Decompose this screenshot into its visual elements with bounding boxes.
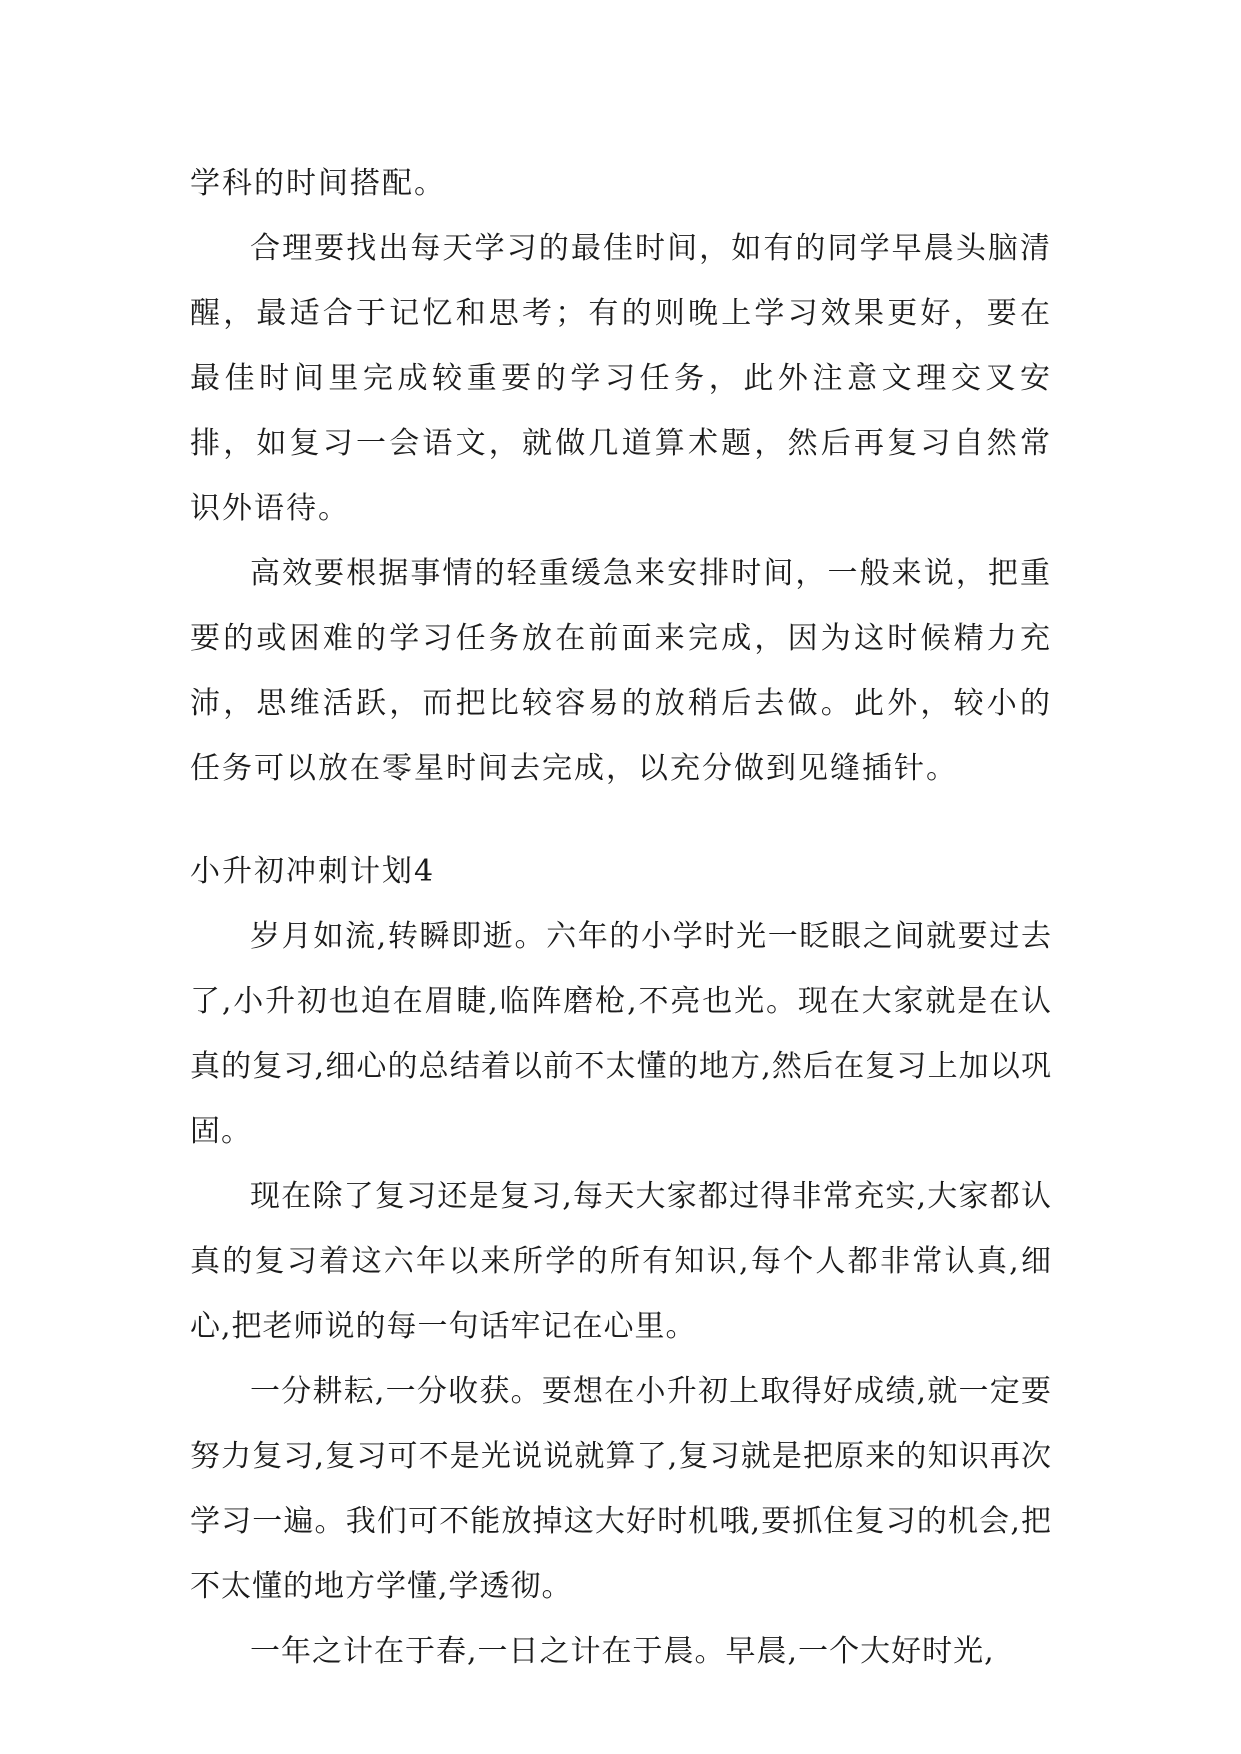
paragraph-continuation: 学科的时间搭配。 [190,166,446,201]
paragraph-review: 现在除了复习还是复习,每天大家都过得非常充实,大家都认真的复习着这六年以来所学的所有知识,每个人都非常认真,细心,把老师说的每一句话牢记在心里。 [190,1179,1052,1344]
paragraph-reasonable: 合理要找出每天学习的最佳时间，如有的同学早晨头脑清醒，最适合于记忆和思考；有的则晚上学习效果更好，要在最佳时间里完成较重要的学习任务，此外注意文理交叉安排，如复习一会语文，就做几道算术题，然后再复习自然常识外语待。 [190,231,1052,526]
paragraph-time-flies: 岁月如流,转瞬即逝。六年的小学时光一眨眼之间就要过去了,小升初也迫在眉睫,临阵磨枪,不亮也光。现在大家就是在认真的复习,细心的总结着以前不太懂的地方,然后在复习上加以巩固。 [190,919,1052,1149]
section-title: 小升初冲刺计划4 [190,854,436,889]
document-body [190,151,1052,1684]
paragraph-effort: 一分耕耘,一分收获。要想在小升初上取得好成绩,就一定要努力复习,复习可不是光说说就算了,复习就是把原来的知识再次学习一遍。我们可不能放掉这大好时机哦,要抓住复习的机会,把不太懂的地方学懂,学透彻。 [190,1374,1052,1604]
paragraph-efficient: 高效要根据事情的轻重缓急来安排时间，一般来说，把重要的或困难的学习任务放在前面来完成，因为这时候精力充沛，思维活跃，而把比较容易的放稍后去做。此外，较小的任务可以放在零星时间去完成，以充分做到见缝插针。 [190,556,1052,786]
paragraph-morning: 一年之计在于春,一日之计在于晨。早晨,一个大好时光, [250,1634,995,1669]
